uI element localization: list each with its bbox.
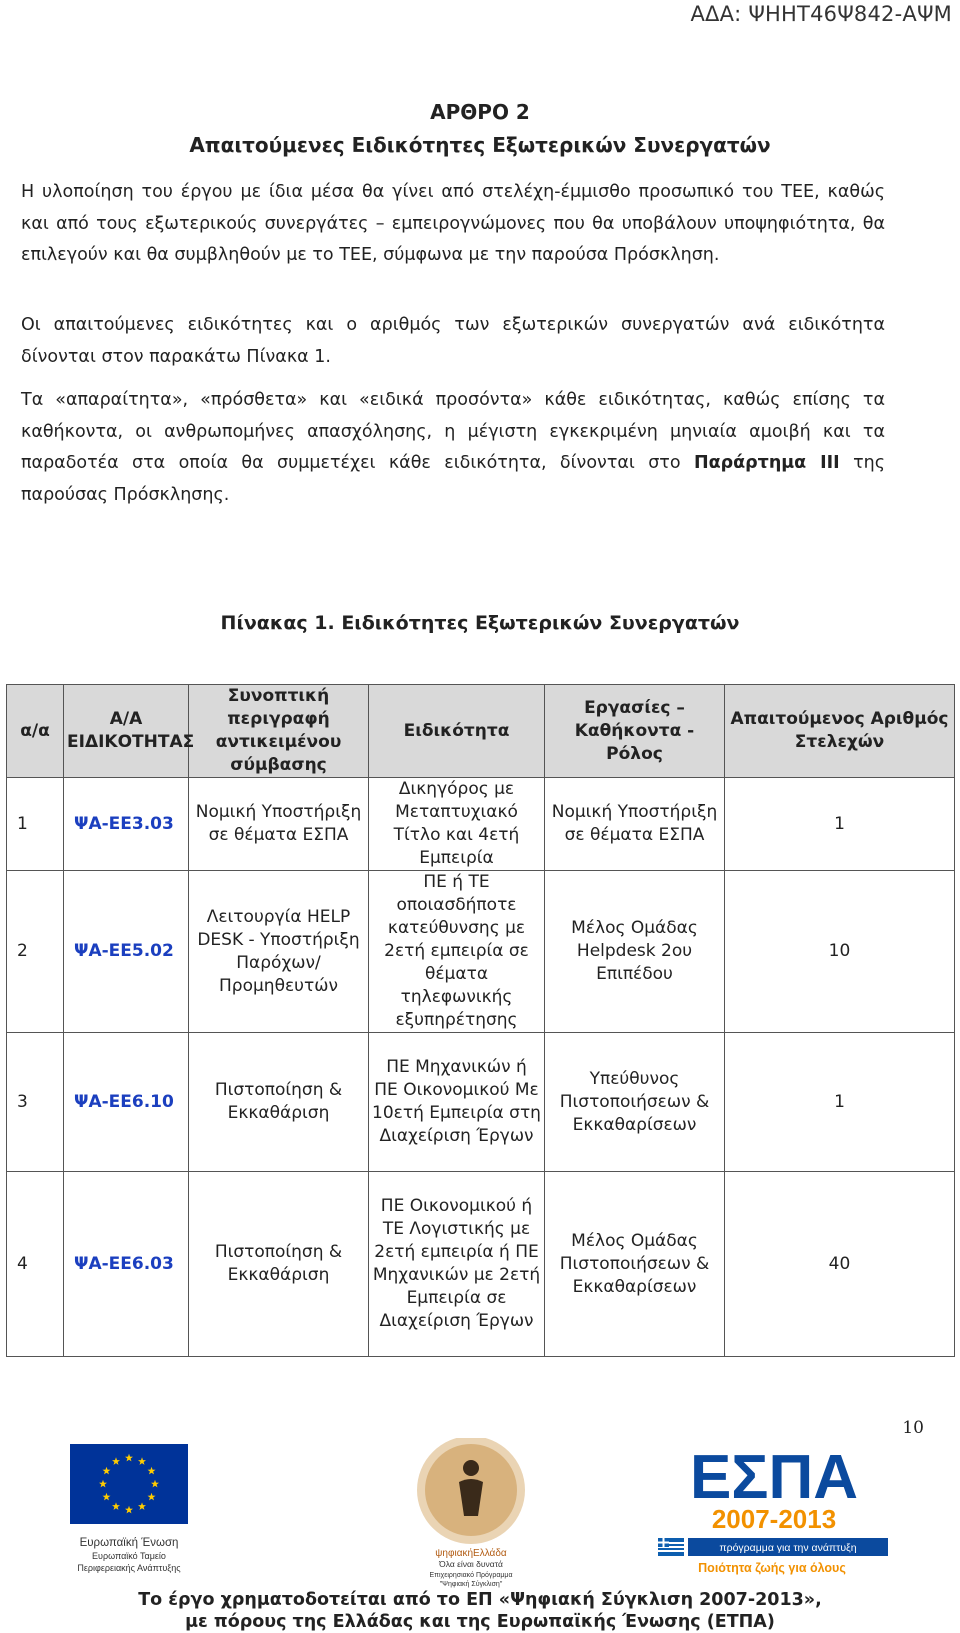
cell-description: Πιστοποίηση & Εκκαθάριση (189, 1033, 369, 1172)
digital-greece-tagline-2: Επιχειρησιακό Πρόγραμμα (429, 1572, 513, 1579)
cell-specialty: Δικηγόρος με Μεταπτυχιακό Τίτλο και 4ετή Εμπειρία (369, 778, 545, 871)
espa-logo (658, 1443, 888, 1575)
table-row (7, 1033, 955, 1172)
specialties-table (6, 684, 955, 1357)
cell-code: ΨΑ-ΕΕ6.10 (64, 1033, 189, 1172)
cell-specialty: ΠΕ ή ΤΕ οποιασδήποτε κατεύθυνσης με 2ετή εμπειρία σε θέματα τηλεφωνικής εξυπηρέτησης (369, 871, 545, 1033)
ada-code: ΑΔΑ: ΨΗΗΤ46Ψ842-ΑΨΜ (690, 2, 952, 26)
header-code: Α/Α ΕΙΔΙΚΟΤΗΤΑΣ (64, 685, 189, 778)
cell-count: 1 (725, 1033, 955, 1172)
cell-code: ΨΑ-ΕΕ6.03 (64, 1172, 189, 1357)
cell-code: ΨΑ-ΕΕ3.03 (64, 778, 189, 871)
digital-greece-logo (417, 1438, 525, 1588)
cell-aa: 1 (7, 778, 64, 871)
paragraph-implementation: Η υλοποίηση του έργου με ίδια μέσα θα γίνει από στελέχη-έμμισθο προσωπικό του ΤΕΕ, καθώς και από τους εξωτερικούς συνεργάτες – εμπειρογνώμονες που θα υποβάλουν υποψηφιότητα, θα επιλεγούν και θα συμβληθούν με το ΤΕΕ, σύμφωνα με την παρούσα Πρόσκληση. (21, 182, 885, 265)
cell-aa: 3 (7, 1033, 64, 1172)
paragraph-qualifications (21, 385, 885, 511)
paragraph-text: Τα «απαραίτητα», «πρόσθετα» και «ειδικά προσόντα» κάθε ειδικότητας, καθώς επίσης τα καθήκοντα, οι ανθρωπομήνες απασχόλησης, η μέγιστη εγκεκριμένη μηνιαία αμοιβή και τα παραδοτέα στα οποία θα συμμετέχει κάθε ειδικότητα, δίνονται στο (21, 390, 885, 473)
table-row (7, 778, 955, 871)
header-specialty: Ειδικότητα (369, 685, 545, 778)
cell-role: Μέλος Ομάδας Πιστοποιήσεων & Εκκαθαρίσεων (545, 1172, 725, 1357)
footer-line-1: Το έργο χρηματοδοτείται από το ΕΠ «Ψηφιακή Σύγκλιση 2007-2013», (138, 1590, 822, 1610)
paragraph-specialties: Οι απαιτούμενες ειδικότητες και ο αριθμός των εξωτερικών συνεργατών ανά ειδικότητα δίνονται στον παρακάτω Πίνακα 1. (21, 315, 885, 367)
cell-count: 40 (725, 1172, 955, 1357)
digital-greece-tagline-3: "Ψηφιακή Σύγκλιση" (439, 1581, 503, 1588)
eu-caption-1: Ευρωπαϊκή Ένωση (79, 1537, 179, 1549)
espa-years: 2007-2013 (711, 1504, 837, 1534)
header-aa: α/α (7, 685, 64, 778)
header-description: Συνοπτική περιγραφή αντικειμένου σύμβασης (189, 685, 369, 778)
funding-logos (18, 1438, 942, 1588)
cell-specialty: ΠΕ Οικονομικού ή ΤΕ Λογιστικής με 2ετή εμπειρία ή ΠΕ Μηχανικών με 2ετή Εμπειρία σε Διαχείριση Έργων (369, 1172, 545, 1357)
figure-head-icon (463, 1460, 479, 1476)
eu-flag-logo (70, 1444, 188, 1573)
eu-caption-3: Περιφερειακής Ανάπτυξης (77, 1563, 181, 1573)
espa-banner-text: πρόγραμμα για την ανάπτυξη (719, 1542, 857, 1554)
table-caption: Πίνακας 1. Ειδικότητες Εξωτερικών Συνεργατών (220, 612, 740, 634)
annex-reference: Παράρτημα ΙΙΙ (693, 453, 840, 473)
cell-count: 1 (725, 778, 955, 871)
cell-description: Νομική Υποστήριξη σε θέματα ΕΣΠΑ (189, 778, 369, 871)
table-row (7, 871, 955, 1033)
cell-aa: 4 (7, 1172, 64, 1357)
header-count: Απαιτούμενος Αριθμός Στελεχών (725, 685, 955, 778)
cell-specialty: ΠΕ Μηχανικών ή ΠΕ Οικονομικού Με 10ετή Εμπειρία στη Διαχείριση Έργων (369, 1033, 545, 1172)
paragraph-text: της παρούσας Πρόσκλησης. (21, 453, 885, 505)
cell-code: ΨΑ-ΕΕ5.02 (64, 871, 189, 1033)
greek-flag-icon (658, 1538, 684, 1556)
digital-greece-tagline-1: Όλα είναι δυνατά (439, 1559, 503, 1569)
cell-description: Πιστοποίηση & Εκκαθάριση (189, 1172, 369, 1357)
header-role: Εργασίες – Καθήκοντα - Ρόλος (545, 685, 725, 778)
article-title: Απαιτούμενες Ειδικότητες Εξωτερικών Συνεργατών (189, 133, 771, 157)
cell-count: 10 (725, 871, 955, 1033)
cell-role: Νομική Υποστήριξη σε θέματα ΕΣΠΑ (545, 778, 725, 871)
cell-description: Λειτουργία HELP DESK - Υποστήριξη Παρόχων/Προμηθευτών (189, 871, 369, 1033)
funding-footer (0, 1589, 960, 1633)
table-row (7, 1172, 955, 1357)
cell-role: Υπεύθυνος Πιστοποιήσεων & Εκκαθαρίσεων (545, 1033, 725, 1172)
digital-greece-name: ψηφιακήΕλλάδα (435, 1548, 507, 1559)
cell-role: Μέλος Ομάδας Helpdesk 2ου Επιπέδου (545, 871, 725, 1033)
eu-caption-2: Ευρωπαϊκό Ταμείο (92, 1551, 166, 1561)
article-number: ΑΡΘΡΟ 2 (430, 100, 530, 124)
espa-motto: Ποιότητα ζωής για όλους (698, 1561, 846, 1575)
espa-wordmark: ΕΣΠΑ (689, 1443, 859, 1512)
table-header-row (7, 685, 955, 778)
cell-aa: 2 (7, 871, 64, 1033)
footer-line-2: με πόρους της Ελλάδας και της Ευρωπαϊκής Ένωσης (ΕΤΠΑ) (185, 1612, 775, 1632)
page-number: 10 (902, 1418, 924, 1438)
